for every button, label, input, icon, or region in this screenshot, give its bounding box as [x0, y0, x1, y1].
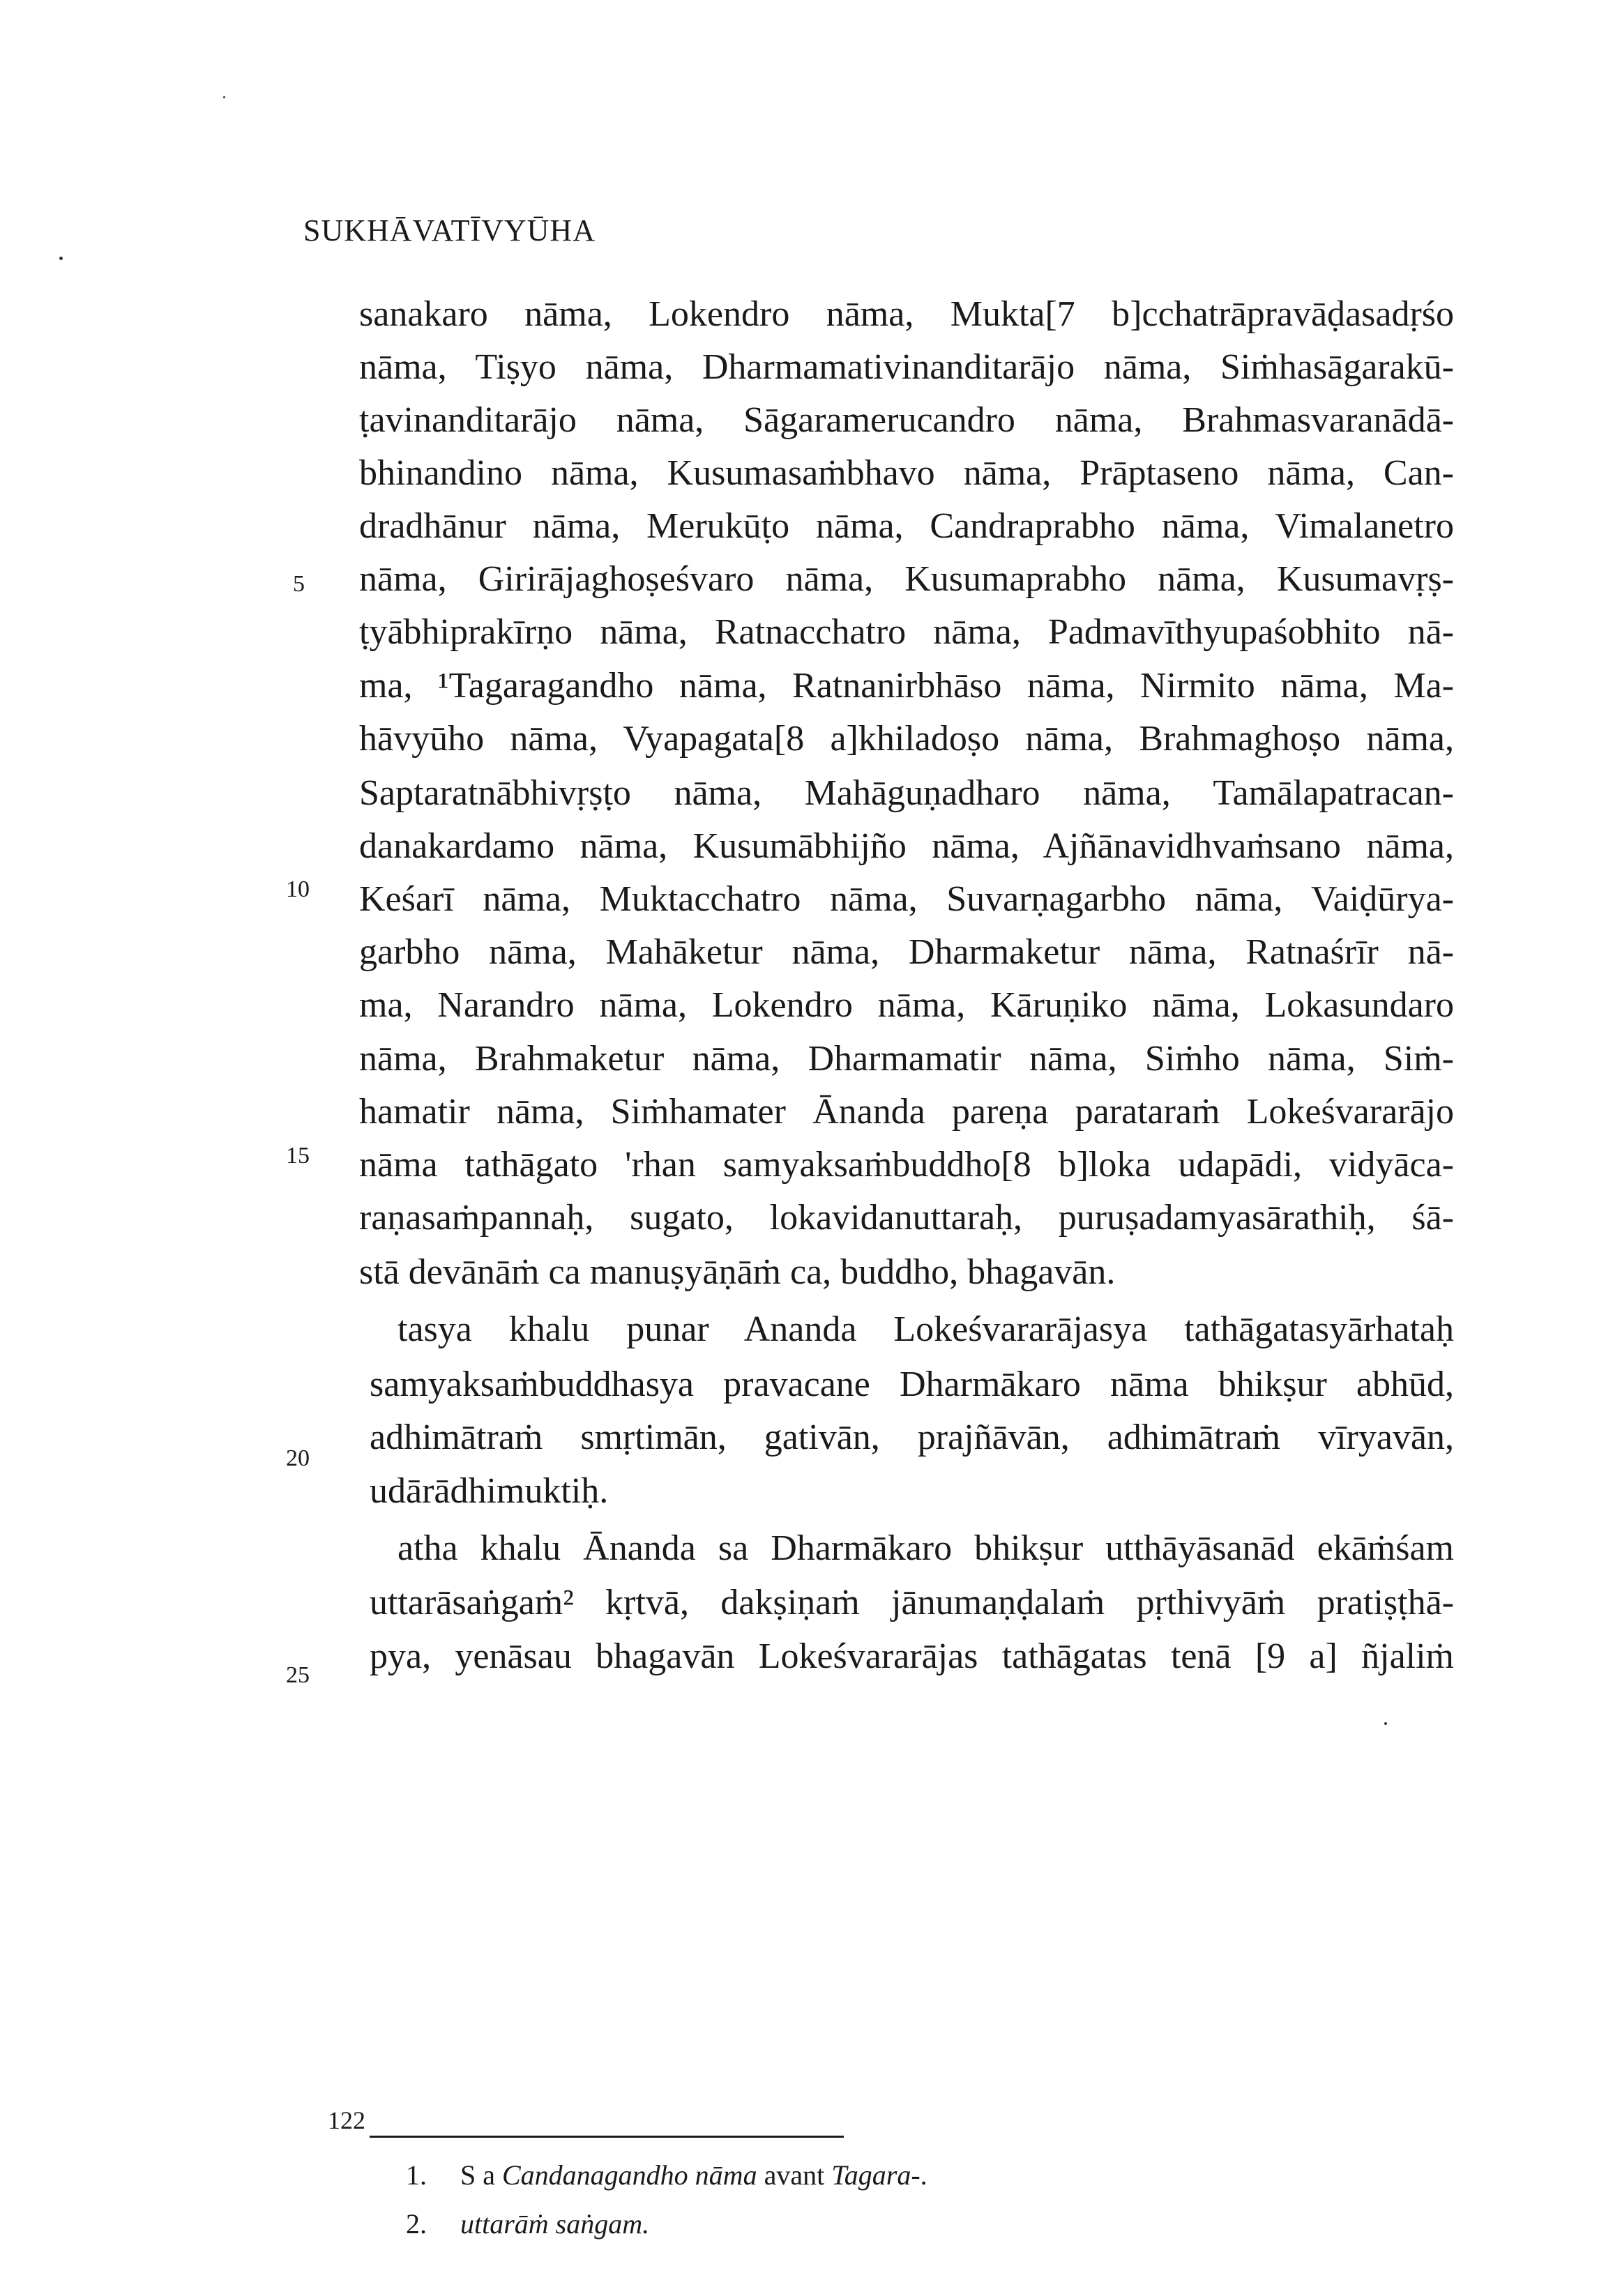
text-line: dradhānur nāma, Merukūṭo nāma, Candraprabho nāma, Vimalanetro — [359, 506, 1454, 546]
text-line: nāma, Brahmaketur nāma, Dharmamatir nāma, Siṁho nāma, Siṁ- — [359, 1039, 1454, 1079]
margin-line-number: 10 — [286, 876, 310, 902]
text-line: ṭavinanditarājo nāma, Sāgaramerucandro nāma, Brahmasvaranādā- — [359, 400, 1454, 440]
footnote-italic: Tagara- — [831, 2159, 921, 2191]
scan-speck — [59, 257, 63, 260]
footnote — [406, 2207, 649, 2242]
text-line: raṇasaṁpannaḥ, sugato, lokavidanuttaraḥ, puruṣadamyasārathiḥ, śā- — [359, 1198, 1454, 1238]
footnote-number: 1. — [406, 2159, 427, 2191]
text-line: samyaksaṁbuddhasya pravacane Dharmākaro nāma bhikṣur abhūd, — [370, 1364, 1454, 1404]
scan-speck — [1384, 1722, 1387, 1725]
text-line: Keśarī nāma, Muktacchatro nāma, Suvarṇagarbho nāma, Vaiḍūrya- — [359, 879, 1454, 919]
text-line: adhimātraṁ smṛtimān, gativān, prajñāvān, adhimātraṁ vīryavān, — [370, 1417, 1454, 1457]
running-title: SUKHĀVATĪVYŪHA — [303, 213, 596, 248]
footnote-text: . — [920, 2159, 927, 2191]
text-line: hāvyūho nāma, Vyapagata[8 a]khiladoṣo nāma, Brahmaghoṣo nāma, — [359, 719, 1454, 759]
margin-line-number: 25 — [286, 1662, 310, 1688]
text-line: nāma, Girirājaghoṣeśvaro nāma, Kusumaprabho nāma, Kusumavṛṣ- — [359, 559, 1454, 599]
footnote-italic: uttarāṁ saṅgam. — [460, 2208, 650, 2240]
text-line: uttarāsaṅgaṁ² kṛtvā, dakṣiṇaṁ jānumaṇḍalaṁ pṛthivyāṁ pratiṣṭhā- — [370, 1583, 1454, 1622]
footnote-italic: Candanagandho nāma — [502, 2159, 757, 2191]
footnote — [406, 2158, 927, 2193]
footnote-number: 2. — [406, 2208, 427, 2240]
text-line: sanakaro nāma, Lokendro nāma, Mukta[7 b]cchatrāpravāḍasadṛśo — [359, 294, 1454, 334]
text-line: bhinandino nāma, Kusumasaṁbhavo nāma, Prāptaseno nāma, Can- — [359, 453, 1454, 493]
text-line: garbho nāma, Mahāketur nāma, Dharmaketur nāma, Ratnaśrīr nā- — [359, 932, 1454, 972]
text-line: hamatir nāma, Siṁhamater Ānanda pareṇa parataraṁ Lokeśvararājo — [359, 1092, 1454, 1132]
text-line: danakardamo nāma, Kusumābhijño nāma, Ajñānavidhvaṁsano nāma, — [359, 826, 1454, 866]
footnote-text: S a — [460, 2159, 502, 2191]
margin-line-number: 20 — [286, 1445, 310, 1471]
text-line: nāma tathāgato 'rhan samyaksaṁbuddho[8 b]loka udapādi, vidyāca- — [359, 1145, 1454, 1185]
text-line: nāma, Tiṣyo nāma, Dharmamativinanditarājo nāma, Siṁhasāgarakū- — [359, 347, 1454, 387]
footnote-text: avant — [757, 2159, 832, 2191]
text-line: udārādhimuktiḥ. — [370, 1471, 609, 1511]
page-number: 122 — [328, 2106, 365, 2134]
text-line: tasya khalu punar Ananda Lokeśvararājasya tathāgatasyārhataḥ — [397, 1309, 1454, 1349]
text-line: stā devānāṁ ca manuṣyāṇāṁ ca, buddho, bhagavān. — [359, 1252, 1116, 1292]
text-line: Saptaratnābhivṛṣṭo nāma, Mahāguṇadharo nāma, Tamālapatracan- — [359, 773, 1454, 813]
margin-line-number: 15 — [286, 1143, 310, 1169]
text-line: ma, Narandro nāma, Lokendro nāma, Kāruṇiko nāma, Lokasundaro — [359, 985, 1454, 1025]
footnote-rule — [370, 2136, 844, 2138]
text-line: pya, yenāsau bhagavān Lokeśvararājas tathāgatas tenā [9 a] ñjaliṁ — [370, 1636, 1454, 1676]
text-line: atha khalu Ānanda sa Dharmākaro bhikṣur utthāyāsanād ekāṁśam — [397, 1528, 1454, 1568]
text-line: ma, ¹Tagaragandho nāma, Ratnanirbhāso nāma, Nirmito nāma, Ma- — [359, 666, 1454, 706]
text-line: ṭyābhiprakīrṇo nāma, Ratnacchatro nāma, Padmavīthyupaśobhito nā- — [359, 612, 1454, 652]
scan-speck — [223, 96, 225, 98]
margin-line-number: 5 — [293, 571, 305, 597]
